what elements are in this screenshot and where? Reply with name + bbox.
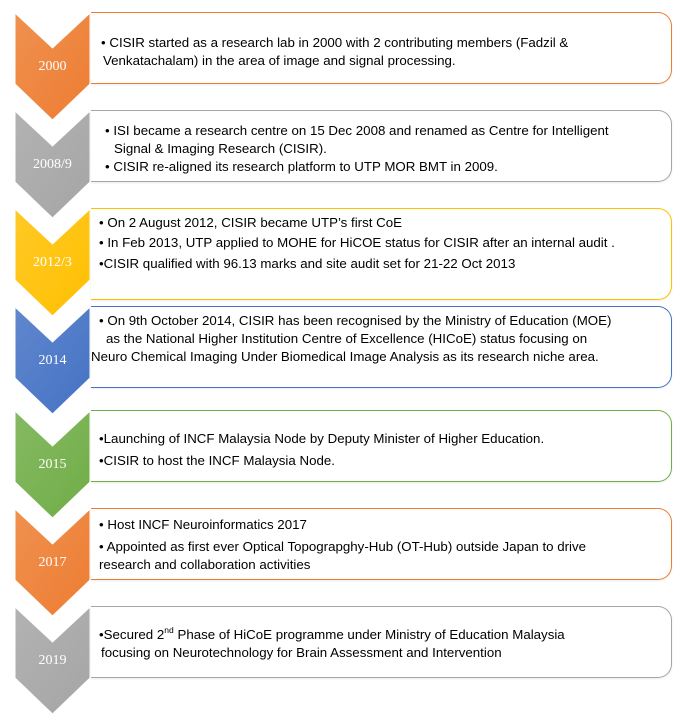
timeline-step-6 (0, 606, 682, 718)
milestone-text: •CISIR to host the INCF Malaysia Node. (99, 453, 335, 468)
milestone-text: •Secured 2nd Phase of HiCoE programme under Ministry of Education Malaysia (99, 625, 565, 642)
milestone-text: • CISIR re-aligned its research platform to UTP MOR BMT in 2009. (105, 159, 498, 174)
milestone-text: •Launching of INCF Malaysia Node by Deputy Minister of Higher Education. (99, 431, 545, 446)
milestone-box (91, 208, 672, 300)
timeline-step-3 (0, 306, 682, 418)
milestone-text: Signal & Imaging Research (CISIR). (114, 141, 327, 156)
milestone-box (91, 410, 672, 482)
timeline-step-4 (0, 410, 682, 522)
year-label: 2019 (38, 653, 67, 668)
milestone-text: research and collaboration activities (99, 557, 311, 572)
milestone-text: • In Feb 2013, UTP applied to MOHE for HiCOE status for CISIR after an internal audit . (99, 235, 615, 250)
milestone-text: • CISIR started as a research lab in 2000 with 2 contributing members (Fadzil & (101, 35, 569, 50)
milestone-text: Neuro Chemical Imaging Under Biomedical Image Analysis as its research niche area. (91, 349, 599, 364)
milestone-text: as the National Higher Institution Centre of Excellence (HICoE) status focusing on (106, 331, 588, 346)
milestone-box (91, 110, 672, 182)
year-label: 2014 (38, 353, 67, 368)
milestone-text: • On 2 August 2012, CISIR became UTP’s first CoE (99, 215, 402, 230)
milestone-text: •CISIR qualified with 96.13 marks and site audit set for 21-22 Oct 2013 (99, 256, 516, 271)
timeline-step-2 (0, 208, 682, 320)
year-label: 2017 (38, 555, 67, 570)
milestone-text: • On 9th October 2014, CISIR has been recognised by the Ministry of Education (MOE) (99, 313, 612, 328)
year-label: 2000 (38, 59, 67, 74)
milestone-text: • Host INCF Neuroinformatics 2017 (99, 517, 307, 532)
milestone-text: • Appointed as first ever Optical Topograpghy-Hub (OT-Hub) outside Japan to drive (99, 539, 587, 554)
milestone-box (91, 306, 672, 388)
milestone-box (91, 606, 672, 678)
timeline-step-5 (0, 508, 682, 620)
year-label: 2015 (38, 457, 67, 472)
year-label: 2008/9 (33, 157, 72, 172)
timeline-step-1 (0, 110, 682, 222)
timeline-step-0 (0, 12, 682, 124)
milestone-text: • ISI became a research centre on 15 Dec 2008 and renamed as Centre for Intelligent (105, 123, 609, 138)
milestone-box (91, 12, 672, 84)
milestone-box (91, 508, 672, 580)
milestone-text: Venkatachalam) in the area of image and signal processing. (103, 53, 456, 68)
year-label: 2012/3 (33, 255, 72, 270)
milestone-text: focusing on Neurotechnology for Brain Assessment and Intervention (101, 645, 502, 660)
